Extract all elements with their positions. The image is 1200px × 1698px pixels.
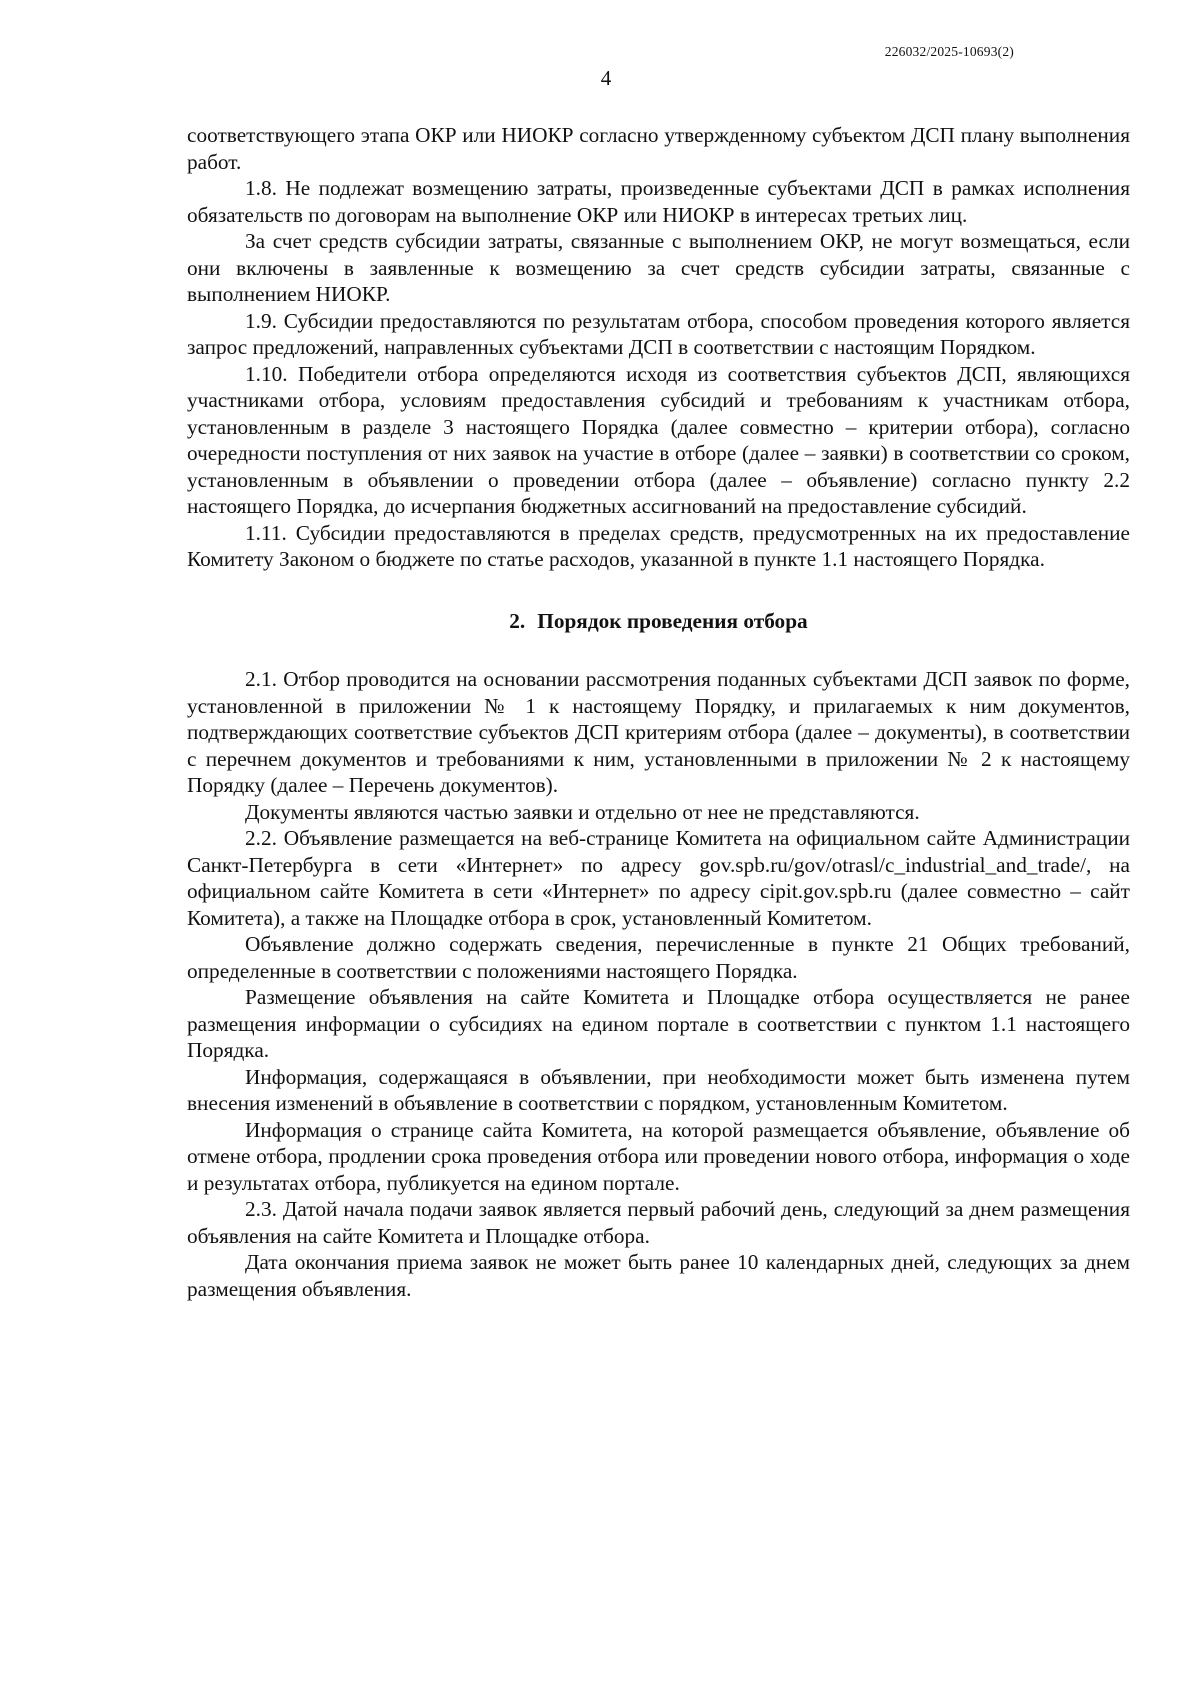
- paragraph-2-2-placement: Размещение объявления на сайте Комитета и Площадке отбора осуществляется не ранее размещения информации о субсидиях на едином портале в соответствии с пунктом 1.1 настоящего Порядка.: [187, 985, 1130, 1062]
- paragraph-1-8-cont: За счет средств субсидии затраты, связанные с выполнением ОКР, не могут возмещаться, если они включены в заявленные к возмещению за счет средств субсидии затраты, связанные с выполнением НИОКР.: [187, 229, 1130, 306]
- paragraph-1-8: 1.8. Не подлежат возмещению затраты, произведенные субъектами ДСП в рамках исполнения обязательств по договорам на выполнение ОКР или НИОКР в интересах третьих лиц.: [187, 176, 1130, 227]
- document-body: [187, 122, 1130, 1302]
- paragraph-2-2: 2.2. Объявление размещается на веб-странице Комитета на официальном сайте Администрации Санкт-Петербурга в сети «Интернет» по адресу gov.spb.ru/gov/otrasl/c_industrial_and_trade/, на официальном сайте Комитета в сети «Интернет» по адресу cipit.gov.spb.ru (далее совместно – сайт Комитета), а также на Площадке отбора в срок, установленный Комитетом.: [187, 826, 1130, 930]
- paragraph-1-9: 1.9. Субсидии предоставляются по результатам отбора, способом проведения которого является запрос предложений, направленных субъектами ДСП в соответствии с настоящим Порядком.: [187, 308, 1130, 359]
- paragraph-2-2-contents: Объявление должно содержать сведения, перечисленные в пункте 21 Общих требований, определенные в соответствии с положениями настоящего Порядка.: [187, 932, 1130, 983]
- paragraph-2-3: 2.3. Датой начала подачи заявок является первый рабочий день, следующий за днем размещения объявления на сайте Комитета и Площадке отбора.: [187, 1197, 1130, 1248]
- section-number: 2.: [509, 608, 526, 633]
- paragraph-2-1-cont: Документы являются частью заявки и отдельно от нее не представляются.: [245, 799, 920, 824]
- paragraph-2-1: 2.1. Отбор проводится на основании рассмотрения поданных субъектами ДСП заявок по форме, установленной в приложении № 1 к настоящему Порядку, и прилагаемых к ним документов, подтверждающих соответствие субъектов ДСП критериям отбора (далее – документы), в соответствии с перечнем документов и требованиями к ним, установленными в приложении № 2 к настоящему Порядку (далее – Перечень документов).: [187, 667, 1130, 797]
- paragraph-2-2-changes: Информация, содержащаяся в объявлении, при необходимости может быть изменена путем внесения изменений в объявление в соответствии с порядком, установленным Комитетом.: [187, 1064, 1130, 1115]
- paragraph-2-3-end-date: Дата окончания приема заявок не может быть ранее 10 календарных дней, следующих за днем размещения объявления.: [187, 1250, 1130, 1301]
- document-reference-number: 226032/2025-10693(2): [884, 44, 1014, 59]
- section-heading: [187, 608, 1130, 635]
- paragraph-2-2-portal: Информация о странице сайта Комитета, на которой размещается объявление, объявление об отмене отбора, продлении срока проведения отбора или проведении нового отбора, информация о ходе и результатах отбора, публикуется на едином портале.: [187, 1117, 1130, 1195]
- section-title: Порядок проведения отбора: [537, 608, 808, 633]
- paragraph-continuation: соответствующего этапа ОКР или НИОКР согласно утвержденному субъектом ДСП плану выполнения работ.: [187, 123, 1130, 174]
- page-number: 4: [600, 66, 612, 90]
- paragraph-1-10: 1.10. Победители отбора определяются исходя из соответствия субъектов ДСП, являющихся участниками отбора, условиям предоставления субсидий и требованиям к участникам отбора, установленным в разделе 3 настоящего Порядка (далее совместно – критерии отбора), согласно очередности поступления от них заявок на участие в отборе (далее – заявки) в соответствии со сроком, установленным в объявлении о проведении отбора (далее – объявление) согласно пункту 2.2 настоящего Порядка, до исчерпания бюджетных ассигнований на предоставление субсидий.: [187, 361, 1130, 518]
- paragraph-1-11: 1.11. Субсидии предоставляются в пределах средств, предусмотренных на их предоставление Комитету Законом о бюджете по статье расходов, указанной в пункте 1.1 настоящего Порядка.: [187, 520, 1130, 571]
